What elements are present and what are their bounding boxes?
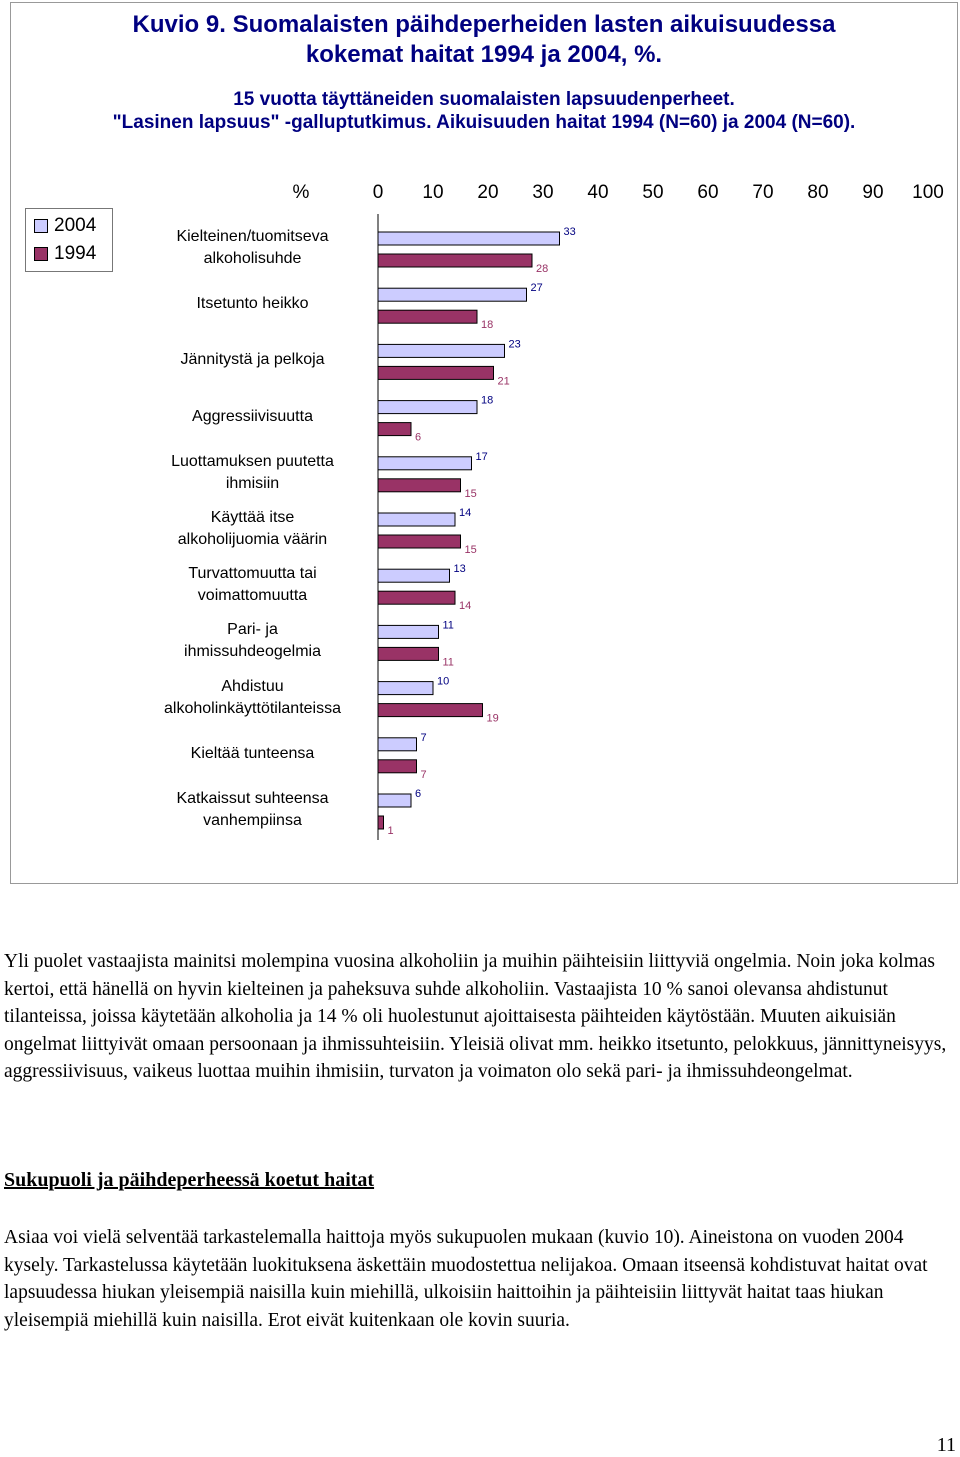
data-label-1994: 7 — [420, 768, 427, 781]
category-label-line: Luottamuksen puutetta — [171, 452, 334, 470]
tick-label: 20 — [477, 182, 499, 203]
bar-2004 — [378, 401, 477, 414]
data-label-2004: 33 — [563, 226, 576, 238]
category-label-line: Pari- ja — [227, 621, 278, 639]
bar-1994 — [378, 760, 417, 773]
data-label-1994: 14 — [459, 600, 472, 613]
bar-2004 — [378, 625, 439, 638]
bar-1994 — [378, 366, 494, 379]
bar-1994 — [378, 423, 411, 436]
tick-label: 80 — [807, 182, 829, 203]
bar-2004 — [378, 569, 450, 582]
bar-1994 — [378, 647, 439, 660]
tick-label: 0 — [372, 182, 384, 203]
category-label-line: Kieltää tunteensa — [190, 744, 315, 762]
category-label-line: Katkaissut suhteensa — [176, 790, 329, 807]
chart-title-text: Kuvio 9. Suomalaisten päihdeperheiden lasten aikuisuudessa kokemat haitat 1994 ja 2004, %. — [132, 11, 836, 68]
tick-label: 50 — [642, 182, 664, 203]
data-label-2004: 7 — [420, 731, 427, 744]
data-label-2004: 17 — [475, 450, 488, 463]
tick-label: 40 — [587, 182, 609, 203]
bar-2004 — [378, 288, 527, 301]
data-label-2004: 27 — [530, 282, 543, 295]
axis-unit-label: % — [292, 182, 310, 203]
chart-subtitle-line1: 15 vuotta täyttäneiden suomalaisten lapsuudenperheet. — [233, 89, 735, 110]
bar-2004 — [378, 738, 417, 751]
bar-1994 — [378, 479, 461, 492]
category-label-line: Kielteinen/tuomitseva — [176, 228, 329, 245]
data-label-2004: 11 — [442, 619, 454, 632]
bar-1994 — [378, 310, 477, 323]
bar-1994 — [378, 816, 384, 829]
bar-2004 — [378, 682, 433, 695]
legend-label-1994: 1994 — [54, 243, 97, 264]
legend-label-2004: 2004 — [54, 215, 97, 236]
category-label-line: ihmissuhdeogelmia — [184, 643, 321, 661]
data-label-2004: 18 — [481, 394, 494, 407]
bar-2004 — [378, 794, 411, 807]
tick-label: 70 — [752, 182, 774, 203]
tick-label: 10 — [422, 182, 444, 203]
tick-label: 100 — [912, 182, 944, 203]
bar-2004 — [378, 457, 472, 470]
category-label-line: Aggressiivisuutta — [192, 407, 313, 425]
bar-2004 — [378, 513, 455, 526]
tick-label: 30 — [532, 182, 554, 203]
data-label-1994: 6 — [415, 431, 422, 444]
bar-2004 — [378, 344, 505, 357]
bar-1994 — [378, 535, 461, 548]
data-label-1994: 28 — [536, 263, 549, 275]
tick-label: 60 — [697, 182, 719, 203]
data-label-1994: 15 — [464, 544, 477, 556]
category-label-line: Ahdistuu — [221, 677, 284, 695]
data-label-1994: 11 — [442, 656, 454, 669]
paragraph-2: Asiaa voi vielä selventää tarkastelemalla haittoja myös sukupuolen mukaan (kuvio 10). Aineistona on vuoden 2004 kysely. Tarkastelussa käytetään luokituksena äskettäin muodostettua nelijakoa. Omaan itseensä kohdistuvat haitat ovat lapsuudessa hiukan yleisempiä naisilla kuin miehillä, ulkoisiin haittoihin ja päihteisiin liittyvät haitat taas hiukan yleisempiä miehillä kuin naisilla. Erot eivät kuitenkaan ole kovin suuria. — [4, 1227, 928, 1331]
category-label-line: ihmisiin — [225, 474, 280, 492]
bar-1994 — [378, 704, 483, 717]
category-label-line: Jännitystä ja pelkoja — [180, 351, 325, 369]
data-label-1994: 1 — [387, 825, 394, 837]
data-label-1994: 15 — [464, 487, 477, 500]
category-label-line: alkoholisuhde — [203, 250, 302, 267]
paragraph-1: Yli puolet vastaajista mainitsi molempina vuosina alkoholiin ja muihin päihteisiin liittyviä ongelmia. Noin joka kolmas kertoi, että hänellä on hyvin kielteinen ja paheksuva suhde alkoholiin. Vastaajista 10 % sanoi olevansa ahdistunut tilanteissa, joissa käytetään alkoholia ja 14 % oli huolestunut ajoittaisesta päihteiden käytöstään. Muuten aikuisiän ongelmat liittyivät omaan persoonaan ja ihmissuhteisiin. Yleisiä olivat mm. heikko itsetunto, pelokkuus, jännittyneisyys, aggressiivisuus, vaikeus luottaa muihin ihmisiin, turvaton ja voimaton olo sekä pari- ja ihmissuhdeongelmat. — [4, 951, 947, 1083]
bar-2004 — [378, 232, 560, 245]
chart-subtitle-line2: "Lasinen lapsuus" -galluptutkimus. Aikuisuuden haitat 1994 (N=60) ja 2004 (N=60). — [112, 112, 856, 133]
category-label-line: vanhempiinsa — [203, 812, 302, 829]
category-label-line: Turvattomuutta tai — [188, 565, 317, 583]
category-label-line: alkoholinkäyttötilanteissa — [164, 699, 341, 717]
data-label-2004: 13 — [453, 563, 466, 576]
bar-1994 — [378, 254, 532, 267]
category-label-line: alkoholijuomia väärin — [177, 531, 328, 548]
data-label-1994: 21 — [497, 375, 510, 388]
data-label-2004: 10 — [437, 675, 450, 688]
category-label-line: Käyttää itse — [210, 509, 295, 526]
category-label-line: voimattomuutta — [197, 587, 308, 605]
tick-label: 90 — [862, 182, 884, 203]
bar-1994 — [378, 591, 455, 604]
page-number: 11 — [936, 1434, 956, 1456]
data-label-2004: 23 — [508, 338, 521, 351]
data-label-2004: 6 — [415, 788, 422, 800]
data-label-1994: 19 — [486, 712, 499, 725]
data-label-1994: 18 — [481, 319, 494, 332]
data-label-2004: 14 — [459, 507, 472, 519]
section-heading: Sukupuoli ja päihdeperheessä koetut haitat — [4, 1169, 375, 1191]
category-label-line: Itsetunto heikko — [196, 295, 309, 313]
